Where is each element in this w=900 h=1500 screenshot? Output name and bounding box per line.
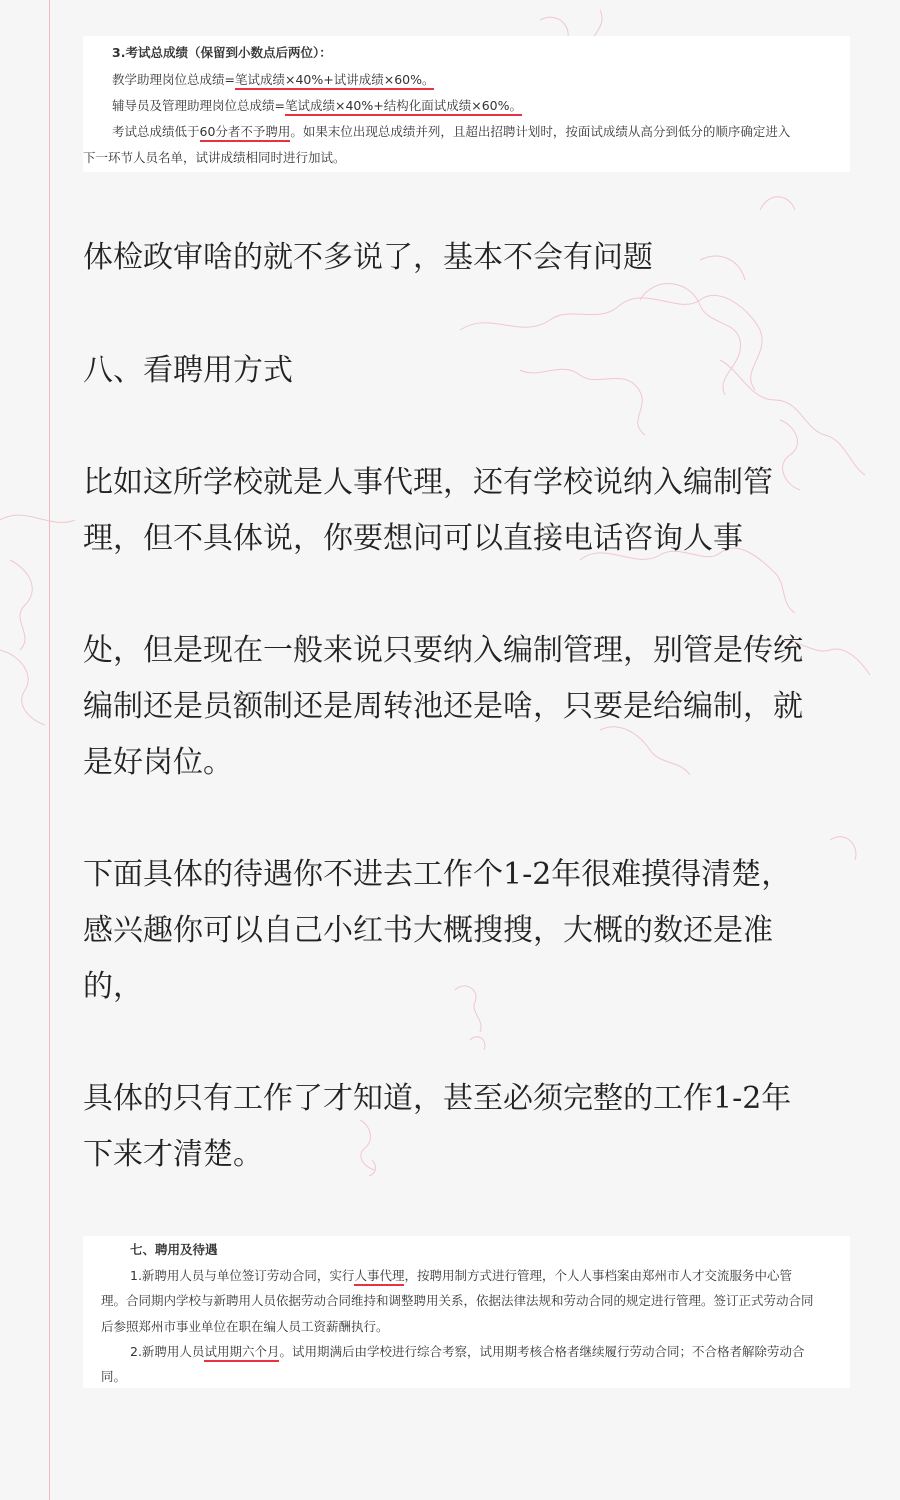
- employment-terms-screenshot: [83, 1236, 850, 1388]
- teaching-assistant-score-label: 教学助理岗位总成绩=: [112, 72, 235, 87]
- benefits-line-1: 下面具体的待遇你不进去工作个1-2年很难摸得清楚，: [83, 857, 792, 892]
- counselor-score-formula: 笔试成绩×40%+结构化面试成绩×60%。: [285, 98, 522, 116]
- work-experience-line-2: 下来才清楚。: [83, 1137, 263, 1172]
- contract-text-c: ，按聘用制方式进行管理，个人人事档案由郑州市人才交流服务中心管: [404, 1268, 792, 1283]
- employment-terms-heading: 七、聘用及待遇: [130, 1242, 218, 1257]
- contract-line-2: 理。合同期内学校与新聘用人员依据劳动合同维持和调整聘用关系，依据法律法规和劳动合同的规定进行管理。签订正式劳动合同: [101, 1293, 814, 1308]
- contract-line-3: 后参照郑州市事业单位在职在编人员工资薪酬执行。: [101, 1319, 389, 1334]
- notebook-margin-line: [49, 0, 50, 1500]
- establishment-line-2: 编制还是员额制还是周转池还是啥，只要是给编制，就: [83, 689, 803, 724]
- contract-text-a: 1.新聘用人员与单位签订劳动合同，实行: [130, 1268, 355, 1283]
- establishment-line-1: 处，但是现在一般来说只要纳入编制管理，别管是传统: [83, 633, 803, 668]
- section-eight-heading: 八、看聘用方式: [83, 353, 293, 388]
- probation-period-highlight: 试用期六个月: [204, 1344, 279, 1362]
- exam-score-rules-screenshot: [83, 36, 850, 172]
- establishment-line-3: 是好岗位。: [83, 745, 233, 780]
- teaching-assistant-score-formula: 笔试成绩×40%+试讲成绩×60%。: [235, 72, 435, 90]
- teaching-assistant-score-line: [112, 73, 434, 87]
- employment-method-line-1: 比如这所学校就是人事代理，还有学校说纳入编制管: [83, 465, 773, 500]
- probation-text-c: 。试用期满后由学校进行综合考察，试用期考核合格者继续履行劳动合同；不合格者解除劳动合: [279, 1344, 805, 1359]
- counselor-score-line: [112, 99, 522, 113]
- probation-line-2: 同。: [101, 1369, 127, 1384]
- employment-method-line-2: 理，但不具体说，你要想问可以直接电话咨询人事: [83, 521, 743, 556]
- exam-total-score-heading: 3.考试总成绩（保留到小数点后两位）：: [112, 45, 332, 60]
- benefits-line-2: 感兴趣你可以自己小红书大概搜搜，大概的数还是准: [83, 913, 773, 948]
- tie-break-line: 下一环节人员名单，试讲成绩相同时进行加试。: [83, 150, 346, 165]
- personnel-agency-highlight: 人事代理: [354, 1268, 404, 1286]
- probation-line-1: [130, 1345, 804, 1359]
- benefits-line-3: 的，: [83, 969, 143, 1004]
- minimum-score-threshold: 60分者不予聘用: [200, 124, 291, 142]
- work-experience-line-1: 具体的只有工作了才知道，甚至必须完整的工作1-2年: [83, 1081, 792, 1116]
- probation-text-a: 2.新聘用人员: [130, 1344, 205, 1359]
- contract-line-1: [130, 1269, 792, 1283]
- minimum-score-text-c: 。如果末位出现总成绩并列，且超出招聘计划时，按面试成绩从高分到低分的顺序确定进入: [290, 124, 791, 139]
- counselor-score-label: 辅导员及管理助理岗位总成绩=: [112, 98, 285, 113]
- minimum-score-text-a: 考试总成绩低于: [112, 124, 200, 139]
- minimum-score-line: [112, 125, 790, 139]
- physical-exam-paragraph: 体检政审啥的就不多说了，基本不会有问题: [83, 240, 653, 275]
